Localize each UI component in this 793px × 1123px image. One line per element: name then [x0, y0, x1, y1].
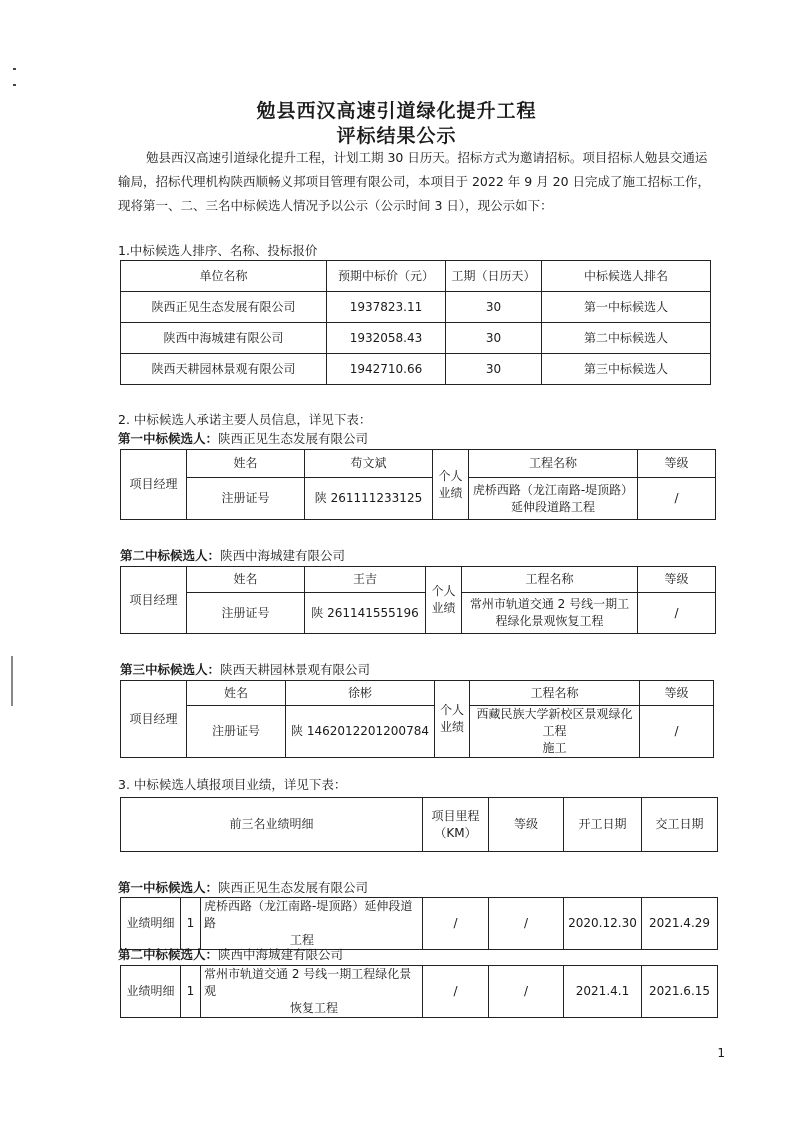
scan-mark: [11, 656, 13, 706]
header-cell: 单位名称: [121, 261, 327, 292]
candidate-1-heading: [118, 429, 368, 447]
start-date-header: 开工日期: [564, 798, 642, 852]
cert-value: 陕 1462012201200784: [286, 706, 435, 758]
page-title: 勉县西汉高速引道绿化提升工程: [256, 100, 537, 122]
candidate-company: 陕西正见生态发展有限公司: [218, 880, 369, 895]
project-header: 工程名称: [469, 450, 638, 478]
candidate-company: 陕西天耕园林景观有限公司: [220, 662, 371, 677]
table-cell: 陕西中海城建有限公司: [121, 323, 327, 354]
section1-heading: 1.中标候选人排序、名称、投标报价: [118, 243, 318, 258]
candidate-rank-label: 第一中标候选人：: [118, 880, 219, 895]
project-value: 常州市轨道交通 2 号线一期工程绿化景观 恢复工程: [201, 966, 423, 1018]
start-date-value: 2020.12.30: [564, 898, 642, 950]
performance-label: 个人 业绩: [435, 681, 470, 758]
role-cell: 项目经理: [121, 681, 187, 758]
candidate-rank-label: 第二中标候选人：: [118, 947, 219, 962]
performance-candidate-1-table: [120, 897, 718, 950]
project-value: 虎桥西路（龙江南路-堤顶路）延伸段道路 工程: [201, 898, 423, 950]
header-cell: 预期中标价（元）: [327, 261, 446, 292]
cert-value: 陕 261141555196: [305, 593, 426, 634]
candidate-3-heading: [120, 660, 370, 678]
grade-header: 等级: [638, 567, 716, 593]
row-label: 业绩明细: [121, 966, 181, 1018]
name-label: 姓名: [187, 450, 305, 478]
table-row: [121, 354, 711, 385]
table-cell: 第三中标候选人: [542, 354, 711, 385]
performance-label: 个人 业绩: [433, 450, 469, 520]
detail-header: 前三名业绩明细: [121, 798, 423, 852]
candidate-rank-label: 第二中标候选人：: [120, 548, 221, 563]
grade-header: 等级: [489, 798, 564, 852]
row-index: 1: [181, 898, 201, 950]
candidate-rank-label: 第一中标候选人：: [118, 431, 219, 446]
candidate-company: 陕西中海城建有限公司: [218, 947, 344, 962]
candidate-3-personnel-table: [120, 680, 714, 758]
header-cell: 工期（日历天）: [446, 261, 542, 292]
header-cell: 中标候选人排名: [542, 261, 711, 292]
intro-paragraph: [118, 146, 718, 218]
project-header: 工程名称: [470, 681, 640, 706]
section3-heading: 3. 中标候选人填报项目业绩，详见下表：: [118, 777, 347, 792]
performance-candidate-2-heading: [118, 945, 343, 963]
table-cell: 1942710.66: [327, 354, 446, 385]
scan-mark: [13, 84, 16, 86]
table-cell: 1932058.43: [327, 323, 446, 354]
name-value: 王吉: [305, 567, 426, 593]
candidate-1-personnel-table: [120, 449, 716, 520]
candidate-rank-label: 第三中标候选人：: [120, 662, 221, 677]
grade-value: /: [489, 966, 564, 1018]
name-label: 姓名: [187, 681, 286, 706]
page-subtitle: 评标结果公示: [336, 125, 457, 147]
mileage-header: 项目里程 （KM）: [423, 798, 489, 852]
table-header-row: [121, 261, 711, 292]
candidate-ranking-table: [120, 260, 711, 385]
name-label: 姓名: [187, 567, 305, 593]
table-cell: 第一中标候选人: [542, 292, 711, 323]
mileage-value: /: [423, 966, 489, 1018]
candidate-company: 陕西正见生态发展有限公司: [218, 431, 369, 446]
table-cell: 1937823.11: [327, 292, 446, 323]
table-cell: 30: [446, 292, 542, 323]
grade-value: /: [638, 478, 716, 520]
grade-value: /: [489, 898, 564, 950]
name-value: 徐彬: [286, 681, 435, 706]
grade-header: 等级: [638, 450, 716, 478]
end-date-value: 2021.4.29: [642, 898, 718, 950]
candidate-2-heading: [120, 546, 345, 564]
end-date-value: 2021.6.15: [642, 966, 718, 1018]
project-value: 常州市轨道交通 2 号线一期工 程绿化景观恢复工程: [462, 593, 638, 634]
table-cell: 陕西天耕园林景观有限公司: [121, 354, 327, 385]
cert-label: 注册证号: [187, 593, 305, 634]
project-value: 虎桥西路（龙江南路-堤顶路） 延伸段道路工程: [469, 478, 638, 520]
page-number: 1: [717, 1046, 725, 1060]
grade-header: 等级: [640, 681, 714, 706]
name-value: 苟文斌: [305, 450, 433, 478]
cert-value: 陕 261111233125: [305, 478, 433, 520]
row-label: 业绩明细: [121, 898, 181, 950]
cert-label: 注册证号: [187, 706, 286, 758]
intro-text: 勉县西汉高速引道绿化提升工程，计划工期 30 日历天。招标方式为邀请招标。项目招标人勉县交通运输局，招标代理机构陕西顺畅义邦项目管理有限公司，本项目于 2022 年 9 月 20 日完成了施工招标工作，现将第一、二、三名中标候选人情况予以公示（公示时间 3 日），现公示如下：: [118, 150, 711, 213]
performance-header-table: [120, 797, 718, 852]
mileage-value: /: [423, 898, 489, 950]
table-row: [121, 323, 711, 354]
performance-label: 个人 业绩: [426, 567, 462, 634]
section2-heading: 2. 中标候选人承诺主要人员信息，详见下表：: [118, 412, 372, 427]
table-cell: 30: [446, 354, 542, 385]
role-cell: 项目经理: [121, 450, 187, 520]
scan-mark: [13, 68, 16, 70]
role-cell: 项目经理: [121, 567, 187, 634]
table-cell: 第二中标候选人: [542, 323, 711, 354]
candidate-company: 陕西中海城建有限公司: [220, 548, 346, 563]
end-date-header: 交工日期: [642, 798, 718, 852]
performance-candidate-2-table: [120, 965, 718, 1018]
project-header: 工程名称: [462, 567, 638, 593]
cert-label: 注册证号: [187, 478, 305, 520]
table-cell: 陕西正见生态发展有限公司: [121, 292, 327, 323]
grade-value: /: [640, 706, 714, 758]
performance-candidate-1-heading: [118, 878, 368, 896]
row-index: 1: [181, 966, 201, 1018]
table-row: [121, 292, 711, 323]
grade-value: /: [638, 593, 716, 634]
table-cell: 30: [446, 323, 542, 354]
start-date-value: 2021.4.1: [564, 966, 642, 1018]
project-value: 西藏民族大学新校区景观绿化工程 施工: [470, 706, 640, 758]
candidate-2-personnel-table: [120, 566, 716, 634]
